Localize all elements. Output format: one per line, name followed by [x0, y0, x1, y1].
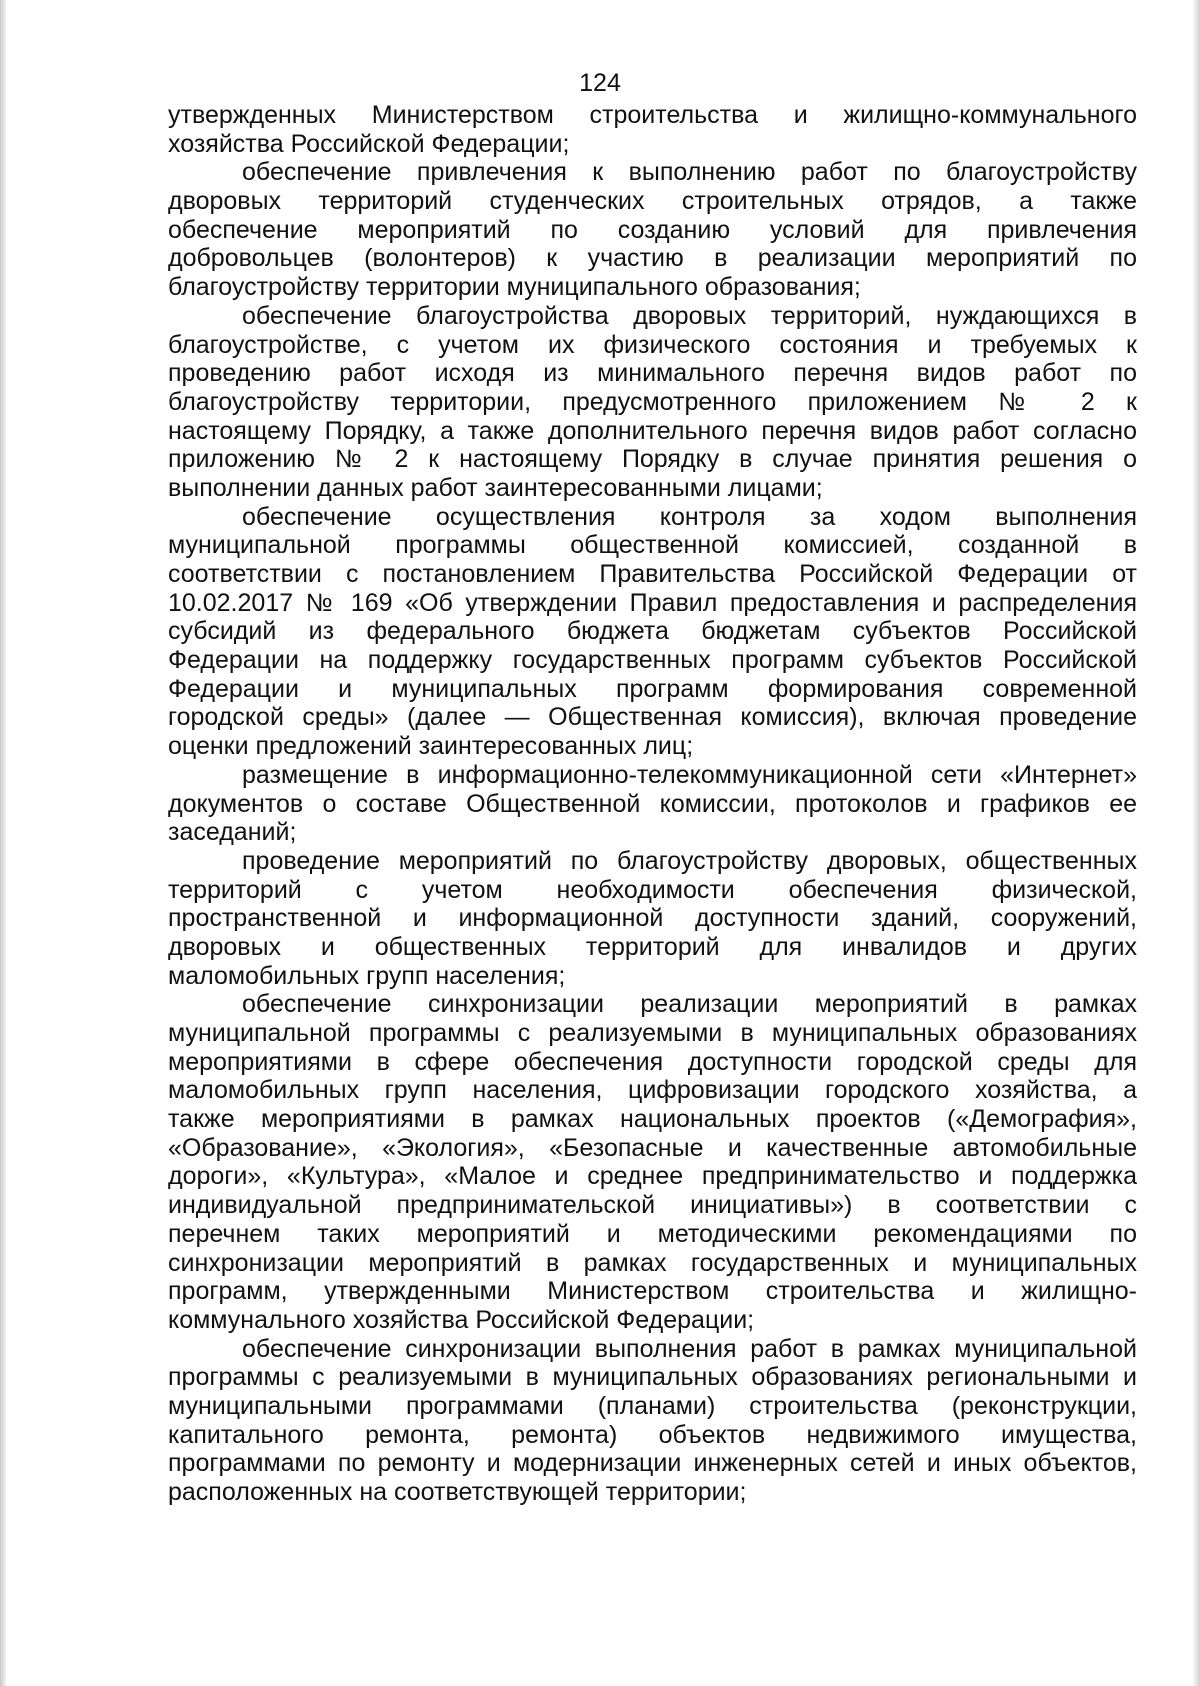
- text-line: программами по ремонту и модернизации инженерных сетей и иных объектов,: [168, 1449, 1137, 1478]
- text-line: муниципальными программами (планами) строительства (реконструкции,: [168, 1391, 1137, 1420]
- scan-edge-right: [1192, 0, 1200, 1686]
- text-line: дворовых территорий студенческих строительных отрядов, а также: [168, 187, 1137, 216]
- text-line: перечнем таких мероприятий и методическими рекомендациями по: [168, 1219, 1137, 1248]
- text-line: проведению работ исходя из минимального перечня видов работ по: [168, 359, 1137, 388]
- text-line: коммунального хозяйства Российской Федерации;: [168, 1305, 755, 1334]
- text-line: соответствии с постановлением Правительства Российской Федерации от: [168, 560, 1137, 588]
- text-line: дворовых и общественных территорий для инвалидов и других: [168, 932, 1137, 961]
- text-line: обеспечение осуществления контроля за ходом выполнения: [242, 502, 1137, 531]
- text-line: Федерации и муниципальных программ формирования современной: [168, 674, 1137, 703]
- text-line: мероприятиями в сфере обеспечения доступности городской среды для: [168, 1047, 1137, 1076]
- text-line: расположенных на соответствующей территории;: [168, 1478, 747, 1506]
- text-line: индивидуальной предпринимательской инициативы») в соответствии с: [168, 1191, 1137, 1220]
- text-line: оценки предложений заинтересованных лиц;: [168, 732, 694, 761]
- page-number: 124: [579, 69, 621, 97]
- text-line: капитального ремонта, ремонта) объектов недвижимого имущества,: [168, 1420, 1137, 1449]
- text-line: пространственной и информационной доступности зданий, сооружений,: [168, 904, 1137, 933]
- text-line: обеспечение мероприятий по созданию условий для привлечения: [168, 215, 1137, 244]
- text-line: также мероприятиями в рамках национальных проектов («Демография»,: [168, 1105, 1137, 1134]
- text-line: муниципальной программы с реализуемыми в муниципальных образованиях: [168, 1019, 1137, 1047]
- text-line: хозяйства Российской Федерации;: [168, 129, 570, 158]
- document-body: [168, 101, 1137, 1507]
- text-line: дороги», «Культура», «Малое и среднее предпринимательство и поддержка: [168, 1162, 1137, 1191]
- text-line: маломобильных групп населения;: [168, 961, 566, 990]
- text-line: приложению № 2 к настоящему Порядку в случае принятия решения о: [168, 445, 1137, 474]
- text-line: выполнении данных работ заинтересованными лицами;: [168, 473, 823, 502]
- text-line: обеспечение синхронизации выполнения работ в рамках муниципальной: [242, 1334, 1137, 1363]
- text-line: заседаний;: [168, 818, 297, 847]
- text-line: благоустройству территории, предусмотренного приложением № 2 к: [168, 387, 1137, 416]
- text-line: Федерации на поддержку государственных программ субъектов Российской: [168, 646, 1137, 675]
- text-line: добровольцев (волонтеров) к участию в реализации мероприятий по: [168, 244, 1137, 273]
- text-line: «Образование», «Экология», «Безопасные и качественные автомобильные: [168, 1133, 1137, 1162]
- text-line: обеспечение благоустройства дворовых территорий, нуждающихся в: [242, 301, 1137, 330]
- text-line: территорий с учетом необходимости обеспечения физической,: [168, 875, 1137, 904]
- text-line: благоустройству территории муниципального образования;: [168, 273, 861, 302]
- text-line: размещение в информационно-телекоммуникационной сети «Интернет»: [242, 760, 1137, 789]
- text-line: маломобильных групп населения, цифровизации городского хозяйства, а: [168, 1076, 1137, 1105]
- text-line: городской среды» (далее — Общественная комиссия), включая проведение: [168, 703, 1137, 732]
- text-line: обеспечение синхронизации реализации мероприятий в рамках: [242, 990, 1137, 1019]
- text-line: субсидий из федерального бюджета бюджетам субъектов Российской: [168, 617, 1137, 646]
- text-line: утвержденных Министерством строительства и жилищно-коммунального: [168, 101, 1137, 129]
- text-line: программы с реализуемыми в муниципальных образованиях региональными и: [168, 1363, 1137, 1392]
- text-line: настоящему Порядку, а также дополнительного перечня видов работ согласно: [168, 416, 1137, 445]
- text-line: муниципальной программы общественной комиссией, созданной в: [168, 531, 1137, 560]
- text-line: 10.02.2017 № 169 «Об утверждении Правил предоставления и распределения: [168, 588, 1137, 617]
- text-line: синхронизации мероприятий в рамках государственных и муниципальных: [168, 1248, 1137, 1277]
- text-line: документов о составе Общественной комиссии, протоколов и графиков ее: [168, 789, 1137, 818]
- text-line: благоустройстве, с учетом их физического состояния и требуемых к: [168, 330, 1137, 359]
- scan-edge-left: [0, 0, 6, 1686]
- text-line: обеспечение привлечения к выполнению работ по благоустройству: [242, 158, 1137, 187]
- text-line: проведение мероприятий по благоустройству дворовых, общественных: [242, 846, 1137, 875]
- text-line: программ, утвержденными Министерством строительства и жилищно-: [168, 1277, 1137, 1306]
